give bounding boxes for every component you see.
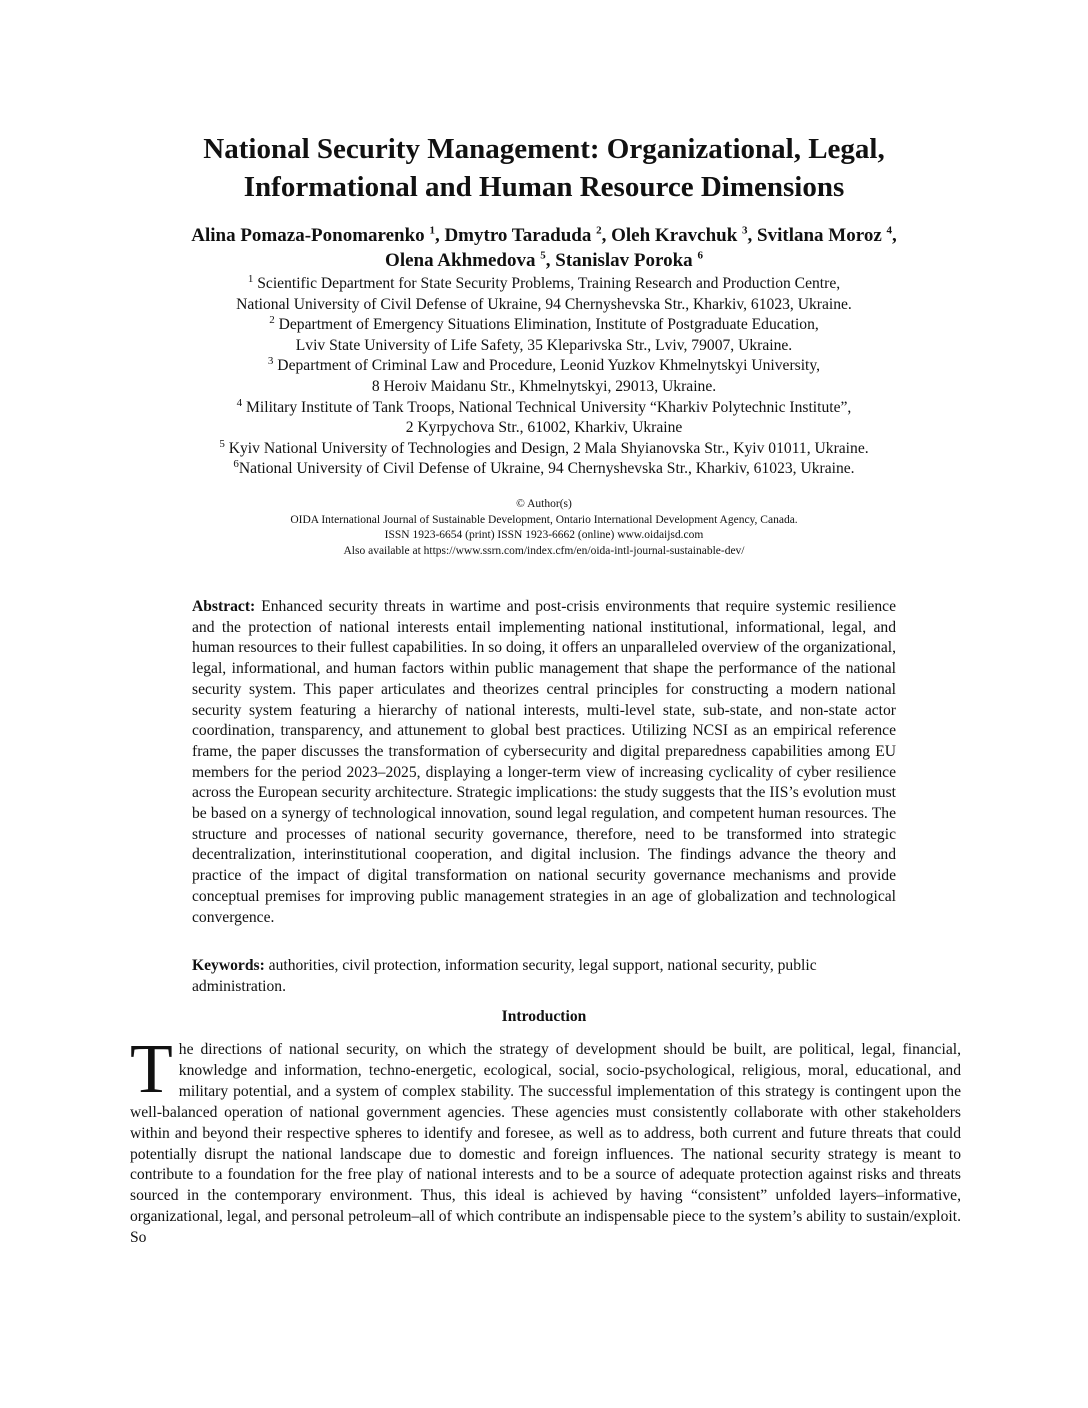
affiliation-text: Department of Criminal Law and Procedure, Leonid Yuzkov Khmelnytskyi University, — [273, 357, 821, 375]
author-sup: 2 — [596, 224, 602, 237]
author-name: Olena Akhmedova — [385, 250, 541, 271]
section-heading-introduction: Introduction — [501, 1008, 587, 1025]
author-sup: 1 — [429, 224, 435, 237]
author-list — [100, 223, 988, 273]
author-sup: 4 — [886, 224, 893, 237]
affiliation-text: Military Institute of Tank Troops, National Technical University “Kharkiv Polytechnic Institute”, — [242, 398, 852, 416]
author-sup: 6 — [697, 249, 703, 262]
affiliation-1-line-2: National University of Civil Defense of Ukraine, 94 Chernyshevska Str., Kharkiv, 61023, Ukraine. — [236, 295, 852, 313]
author-sup: 5 — [540, 249, 546, 262]
journal-line: OIDA International Journal of Sustainable Development, Ontario International Development Agency, Canada. — [290, 513, 798, 526]
affiliation-2-line-2: Lviv State University of Life Safety, 35 Kleparivska Str., Lviv, 79007, Ukraine. — [295, 336, 793, 354]
affiliation-4-line-1 — [100, 398, 988, 419]
affiliation-6-line-1 — [100, 459, 988, 480]
abstract-text: Enhanced security threats in wartime and post-crisis environments that require systemic resilience and the protection of national interests entail implementing national institutional, informational, legal, and human resources to their fullest capabilities. In so doing, it offers an unparalleled overview of the organizational, legal, informational, and human factors within public management that shape the performance of the national security system. This paper articulates and theorizes central principles for constructing a modern national security system featuring a hierarchy of national interests, multi-level state, sub-state, and non-state actor coordination, transparency, and attunement to global best practices. Utilizing NCSI as an empirical reference frame, the paper discusses the transformation of cybersecurity and digital preparedness capabilities among EU members for the period 2023–2025, displaying a longer-term view of increasing cyclicality of cyber resilience across the European security architecture. Strategic implications: the study suggests that the IIS’s evolution must be based on a synergy of technological innovation, sound legal regulation, and competent human resources. The structure and processes of national security governance, therefore, need to be transformed into strategic decentralization, interinstitutional cooperation, and digital inclusion. The findings advance the theory and practice of the impact of digital transformation on national security governance mechanisms and provide conceptual premises for improving public management strategies in an age of globalization and technological convergence. — [192, 598, 896, 926]
affiliation-text: Kyiv National University of Technologies and Design, 2 Mala Shyianovska Str., Kyiv 01011, Ukraine. — [224, 439, 869, 457]
affiliation-4-line-2: 2 Kyrpychova Str., 61002, Kharkiv, Ukraine — [405, 419, 683, 437]
author-sup: 3 — [742, 224, 748, 237]
copyright-line: © Author(s) — [516, 498, 572, 510]
paper-title — [100, 130, 988, 206]
abstract — [192, 597, 896, 928]
affiliation-sup: 1 — [247, 272, 254, 285]
author-name: , Svitlana Moroz — [747, 225, 887, 246]
affiliation-5-line-1 — [100, 439, 988, 460]
abstract-label: Abstract: — [192, 598, 256, 615]
title-line-1: National Security Management: Organizational, Legal, — [203, 133, 885, 165]
keywords-label: Keywords: — [192, 957, 265, 974]
drop-cap: T — [130, 1031, 173, 1108]
introduction-text: he directions of national security, on which the strategy of development should be built, are political, legal, financial, knowledge and information, techno-energetic, ecological, social, socio-psychological, religious, moral, educational, and military potential, and a system of complex stability. The successful implementation of this strategy is contingent upon the well-balanced operation of national government agencies. These agencies must consistently collaborate with other stakeholders within and beyond their respective spheres to identify and foresee, as well as to address, both current and future threats that could potentially disrupt the national landscape due to domestic and foreign influences. The national security strategy is meant to contribute to a foundation for the free play of national interests and to be a source of adequate protection against risks and threats sourced in the contemporary environment. Thus, this ideal is achieved by having “consistent” unfolded layers–informative, organizational, legal, and personal petroleum–all of which contribute an indispensable piece to the system’s ability to sustain/exploit. So — [130, 1041, 961, 1247]
affiliation-sup: 5 — [219, 437, 225, 450]
keywords-text: authorities, civil protection, information security, legal support, national security, public administration. — [192, 957, 817, 995]
affiliation-sup: 6 — [233, 458, 239, 471]
affiliation-sup: 4 — [236, 396, 243, 409]
author-name: , Dmytro Taraduda — [434, 225, 597, 246]
author-line-1 — [100, 223, 988, 248]
affiliation-3-line-2: 8 Heroiv Maidanu Str., Khmelnytskyi, 29013, Ukraine. — [371, 377, 717, 395]
affiliation-text: Scientific Department for State Security Problems, Training Research and Production Centre, — [253, 275, 841, 292]
author-line-2 — [100, 248, 988, 273]
affiliation-sup: 2 — [269, 314, 275, 326]
issn-line: ISSN 1923-6654 (print) ISSN 1923-6662 (online) www.oidaijsd.com — [384, 529, 704, 541]
author-name: , Oleh Kravchuk — [601, 225, 743, 246]
affiliation-text: Department of Emergency Situations Elimination, Institute of Postgraduate Education, — [274, 316, 819, 334]
author-separator: , — [892, 225, 897, 246]
author-name: Alina Pomaza-Ponomarenko — [191, 225, 430, 246]
keywords — [192, 956, 896, 997]
introduction-body — [130, 1031, 961, 1249]
affiliation-2-line-1 — [100, 315, 988, 336]
author-name: , Stanislav Poroka — [545, 250, 698, 271]
title-line-2: Informational and Human Resource Dimensions — [243, 171, 845, 203]
affiliation-sup: 3 — [267, 355, 274, 368]
affiliation-text: National University of Civil Defense of Ukraine, 94 Chernyshevska Str., Kharkiv, 61023, Ukraine. — [238, 460, 855, 478]
availability-line: Also available at https://www.ssrn.com/index.cfm/en/oida-intl-journal-sustainable-dev/ — [343, 544, 745, 557]
affiliation-1-line-1 — [100, 274, 988, 295]
publication-info — [150, 497, 938, 559]
affiliation-3-line-1 — [100, 356, 988, 377]
affiliations — [100, 274, 988, 480]
